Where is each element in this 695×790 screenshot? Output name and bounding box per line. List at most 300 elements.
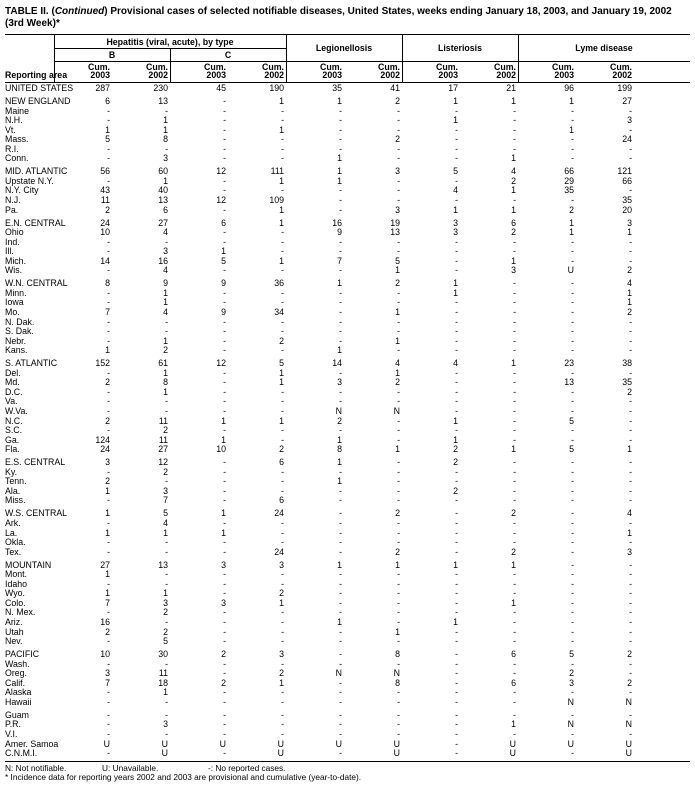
value-cell: - [629,578,632,589]
value-cell: - [339,527,342,538]
value-cell: - [455,195,458,206]
year-label: 2003 [206,70,226,81]
value-cell: 1 [337,96,342,107]
value-cell: 30 [158,649,168,660]
value-cell: 1 [279,217,284,228]
value-cell: - [571,316,574,327]
value-cell: - [571,569,574,580]
value-cell: - [223,616,226,627]
value-cell: - [455,307,458,318]
value-cell: - [107,386,110,397]
reporting-area-cell: Del. [5,367,21,378]
value-cell: 19 [390,217,400,228]
reporting-area-cell: Hawaii [5,696,32,707]
value-cell: 1 [279,677,284,688]
lyme-disease-label: Lyme disease [575,43,633,53]
value-cell: 1 [163,335,168,346]
value-cell: - [223,425,226,436]
reporting-area-cell: Ky. [5,466,18,477]
value-cell: - [107,153,110,164]
value-cell: 2 [279,588,284,599]
value-cell: 4 [163,518,168,529]
value-cell: 3 [627,217,632,228]
value-cell: - [339,195,342,206]
value-cell: N [567,696,574,707]
value-cell: - [107,236,110,247]
value-cell: 35 [622,377,632,388]
value-cell: 3 [279,559,284,570]
value-cell: 2 [627,677,632,688]
value-cell: - [629,597,632,608]
value-cell: 1 [163,588,168,599]
value-cell: 5 [105,134,110,145]
value-cell: - [629,236,632,247]
value-cell: 2 [511,227,516,238]
value-cell: 4 [163,227,168,238]
value-cell: 2 [511,546,516,557]
value-cell: - [339,307,342,318]
value-cell: - [339,696,342,707]
value-cell: - [281,297,284,308]
value-cell: - [571,658,574,669]
value-cell: - [513,466,516,477]
value-cell: - [513,377,516,388]
value-cell: 24 [100,444,110,455]
reporting-area-cell: Upstate N.Y. [5,175,54,186]
value-cell: - [223,518,226,529]
value-cell: - [571,134,574,145]
value-cell: - [165,476,168,487]
value-cell: 1 [337,457,342,468]
value-cell: 1 [279,377,284,388]
value-cell: - [281,476,284,487]
value-cell: 1 [511,559,516,570]
value-cell: - [629,518,632,529]
title-prefix: TABLE II. ( [5,6,55,17]
column-header-cum-2003-9 [518,63,576,82]
value-cell: 27 [158,444,168,455]
value-cell: - [107,316,110,327]
reporting-area-cell: Wyo. [5,588,25,599]
value-cell: - [165,729,168,739]
value-cell: - [629,457,632,468]
value-cell: - [513,367,516,378]
value-cell: 1 [395,559,400,570]
value-cell: - [281,658,284,669]
value-cell: 1 [395,265,400,276]
value-cell: - [281,434,284,445]
value-cell: - [107,748,110,759]
value-cell: 1 [395,367,400,378]
value-cell: 2 [395,377,400,388]
value-cell: - [281,626,284,637]
reporting-area-cell: La. [5,527,18,538]
value-cell: 2 [511,508,516,519]
value-cell: - [397,719,400,730]
value-cell: - [397,326,400,337]
value-cell: 1 [163,386,168,397]
value-cell: - [629,466,632,477]
value-cell: - [107,709,110,720]
reporting-area-cell: E.S. CENTRAL [5,457,66,468]
value-cell: 3 [511,265,516,276]
value-cell: - [223,115,226,126]
value-cell: - [571,434,574,445]
value-cell: 2 [163,425,168,436]
value-cell: - [455,607,458,618]
value-cell: - [571,466,574,477]
value-cell: - [397,537,400,548]
value-cell: 1 [337,476,342,487]
value-cell: - [513,246,516,257]
value-cell: - [223,588,226,599]
table-header [5,34,690,83]
value-cell: - [165,658,168,669]
value-cell: - [107,396,110,407]
value-cell: 3 [105,668,110,679]
value-cell: - [339,236,342,247]
value-cell: - [339,287,342,298]
value-cell: 24 [274,546,284,557]
value-cell: - [455,709,458,720]
value-cell: 1 [105,588,110,599]
value-cell: - [223,696,226,707]
value-cell: 66 [564,166,574,177]
reporting-area-cell: Oreg. [5,668,28,679]
value-cell: - [513,278,516,289]
value-cell: - [513,537,516,548]
value-cell: 2 [569,204,574,215]
value-cell: 2 [279,335,284,346]
reporting-area-cell: Wash. [5,658,30,669]
value-cell: - [223,719,226,730]
value-cell: 29 [564,175,574,186]
value-cell: 1 [105,527,110,538]
value-cell: - [339,204,342,215]
value-cell: 2 [627,265,632,276]
value-cell: - [281,578,284,589]
value-cell: - [629,345,632,356]
value-cell: - [223,265,226,276]
value-cell: - [397,636,400,647]
value-cell: 7 [337,255,342,266]
value-cell: - [339,677,342,688]
value-cell: 23 [564,358,574,369]
value-cell: 287 [95,83,110,93]
value-cell: - [223,626,226,637]
value-cell: 14 [332,358,342,369]
cum-label: Cum. [320,61,342,72]
table-row-tex [5,548,690,558]
reporting-area-cell: R.I. [5,143,19,154]
value-cell: - [397,466,400,477]
value-cell: - [397,729,400,739]
value-cell: - [629,607,632,618]
value-cell: - [455,386,458,397]
value-cell: - [397,578,400,589]
value-cell: - [107,495,110,506]
value-cell: 2 [105,415,110,426]
value-cell: 4 [453,185,458,196]
value-cell: - [107,687,110,698]
value-cell: U [161,738,168,749]
value-cell: 35 [622,195,632,206]
value-cell: 13 [158,195,168,206]
value-cell: - [339,597,342,608]
value-cell: - [455,297,458,308]
year-label: 2002 [148,70,168,81]
value-cell: U [219,738,226,749]
value-cell: - [107,537,110,548]
value-cell: 230 [153,83,168,93]
value-cell: 3 [569,677,574,688]
value-cell: 1 [453,96,458,107]
value-cell: - [397,588,400,599]
reporting-area-cell: P.R. [5,719,21,730]
value-cell: - [223,709,226,720]
value-cell: - [339,607,342,618]
value-cell: - [571,297,574,308]
value-cell: N [393,406,400,416]
value-cell: 13 [158,559,168,570]
value-cell: - [281,143,284,154]
year-label: 2003 [438,70,458,81]
value-cell: - [281,236,284,247]
value-cell: - [513,287,516,298]
value-cell: U [625,738,632,749]
value-cell: - [571,195,574,206]
reporting-area-cell: MID. ATLANTIC [5,166,68,177]
value-cell: - [223,143,226,154]
value-cell: 56 [100,166,110,177]
value-cell: 13 [390,227,400,238]
column-group-hep-c: C [170,49,286,62]
value-cell: - [107,719,110,730]
value-cell: - [629,326,632,337]
value-cell: - [513,578,516,589]
value-cell: 1 [337,166,342,177]
value-cell: N [625,696,632,707]
value-cell: 1 [453,204,458,215]
value-cell: 2 [627,649,632,660]
value-cell: 1 [221,434,226,445]
column-header-cum-2003-3 [170,63,228,82]
reporting-area-cell: Mass. [5,134,29,145]
value-cell: - [629,485,632,496]
value-cell: 1 [163,175,168,186]
value-cell: - [339,719,342,730]
value-cell: - [455,367,458,378]
value-cell: 1 [627,287,632,298]
column-group-lyme-disease [518,35,690,62]
value-cell: - [513,696,516,707]
value-cell: - [513,588,516,599]
value-cell: - [629,537,632,548]
value-cell: - [629,406,632,416]
cum-label: Cum. [378,61,400,72]
value-cell: 1 [221,415,226,426]
value-cell: - [397,527,400,538]
value-cell: - [281,719,284,730]
value-cell: 1 [163,287,168,298]
value-cell: - [339,518,342,529]
value-cell: 11 [158,434,168,445]
value-cell: - [397,316,400,327]
value-cell: 34 [274,307,284,318]
value-cell: 1 [337,559,342,570]
value-cell: N [335,406,342,416]
value-cell: - [513,457,516,468]
column-header-cum-2003-7 [402,63,460,82]
value-cell: 6 [279,495,284,506]
value-cell: - [107,607,110,618]
value-cell: 2 [279,444,284,455]
value-cell: - [107,265,110,276]
value-cell: 6 [279,457,284,468]
value-cell: - [339,335,342,346]
value-cell: - [455,143,458,154]
value-cell: - [629,687,632,698]
reporting-area-cell: Ill. [5,246,14,257]
value-cell: - [223,316,226,327]
value-cell: - [223,636,226,647]
reporting-area-cell: Kans. [5,345,28,356]
value-cell: - [339,425,342,436]
value-cell: - [339,316,342,327]
cum-label: Cum. [262,61,284,72]
value-cell: 5 [569,444,574,455]
value-cell: - [571,527,574,538]
cum-label: Cum. [494,61,516,72]
value-cell: 1 [163,115,168,126]
reporting-area-cell: S. Dak. [5,326,34,337]
value-cell: U [161,748,168,759]
value-cell: - [571,729,574,739]
value-cell: 1 [395,626,400,637]
reporting-area-cell: Tex. [5,546,22,557]
reporting-area-cell: Mich. [5,255,27,266]
value-cell: - [397,105,400,116]
value-cell: - [571,588,574,599]
value-cell: - [397,518,400,529]
value-cell: - [629,316,632,327]
value-cell: 1 [163,367,168,378]
value-cell: 190 [269,83,284,93]
value-cell: - [513,569,516,580]
value-cell: - [455,546,458,557]
value-cell: 12 [216,195,226,206]
value-cell: - [397,143,400,154]
value-cell: - [339,495,342,506]
value-cell: - [455,105,458,116]
cum-label: Cum. [436,61,458,72]
value-cell: 35 [564,185,574,196]
value-cell: 5 [279,358,284,369]
value-cell: - [281,326,284,337]
value-cell: - [107,287,110,298]
value-cell: 1 [337,434,342,445]
value-cell: 21 [506,83,516,93]
value-cell: - [513,316,516,327]
value-cell: - [455,316,458,327]
value-cell: - [223,495,226,506]
value-cell: 1 [511,153,516,164]
value-cell: 20 [622,204,632,215]
year-label: 2003 [322,70,342,81]
value-cell: 3 [163,485,168,496]
value-cell: 11 [158,415,168,426]
value-cell: - [281,396,284,407]
value-cell: 1 [453,115,458,126]
value-cell: 1 [337,278,342,289]
value-cell: - [571,687,574,698]
value-cell: - [281,386,284,397]
year-label: 2003 [90,70,110,81]
value-cell: - [455,175,458,186]
value-cell: 9 [163,278,168,289]
value-cell: 36 [274,278,284,289]
value-cell: - [107,367,110,378]
column-header-cum-2002-2 [112,63,170,82]
column-header-cum-2003-5 [286,63,344,82]
value-cell: - [397,607,400,618]
value-cell: 2 [395,278,400,289]
value-cell: 3 [163,719,168,730]
value-cell: - [571,345,574,356]
value-cell: - [629,729,632,739]
value-cell: 1 [511,597,516,608]
value-cell: 11 [100,195,110,206]
value-cell: U [567,265,574,276]
reporting-area-cell: Conn. [5,153,29,164]
value-cell: - [223,687,226,698]
value-cell: - [397,616,400,627]
value-cell: - [513,105,516,116]
value-cell: - [629,185,632,196]
value-cell: - [513,124,516,135]
value-cell: - [571,476,574,487]
value-cell: - [165,709,168,720]
value-cell: - [165,316,168,327]
value-cell: - [513,626,516,637]
value-cell: 2 [163,607,168,618]
value-cell: - [629,425,632,436]
value-cell: - [455,345,458,356]
value-cell: 1 [105,569,110,580]
value-cell: 1 [453,616,458,627]
value-cell: 60 [158,166,168,177]
value-cell: - [107,466,110,477]
value-cell: - [397,485,400,496]
value-cell: - [223,729,226,739]
value-cell: - [455,495,458,506]
value-cell: U [393,748,400,759]
value-cell: - [629,569,632,580]
value-cell: - [107,729,110,739]
value-cell: - [571,607,574,618]
column-header-cum-2002-8 [460,63,518,82]
legionellosis-label: Legionellosis [315,43,373,53]
cum-label: Cum. [552,61,574,72]
value-cell: 5 [221,255,226,266]
footnote-no-reported-cases: -: No reported cases. [208,762,286,773]
value-cell: 1 [627,297,632,308]
value-cell: 1 [279,124,284,135]
table-row-miss [5,496,690,506]
year-label: 2003 [554,70,574,81]
value-cell: - [223,569,226,580]
value-cell: 3 [627,115,632,126]
